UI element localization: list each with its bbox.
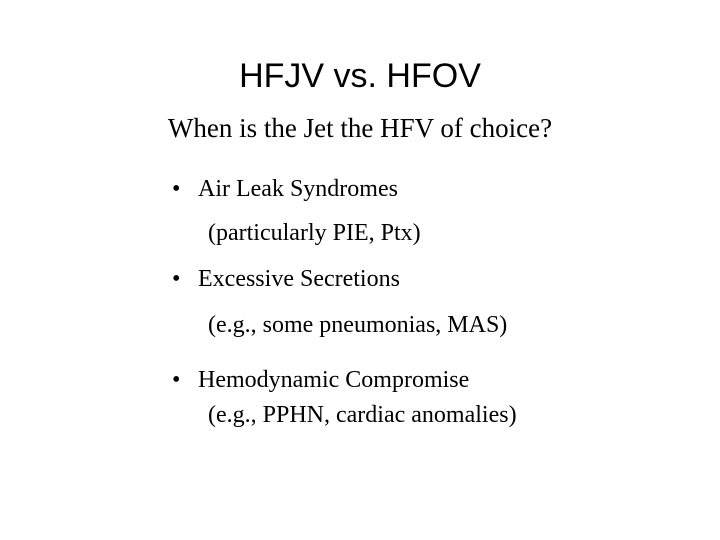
- bullet-label: Excessive Secretions: [198, 266, 400, 292]
- slide-subtitle: When is the Jet the HFV of choice?: [167, 113, 553, 143]
- bullet-item: [172, 175, 398, 203]
- bullet-icon: •: [172, 176, 181, 202]
- slide-title: HFJV vs. HFOV: [239, 57, 481, 95]
- bullet-label: Air Leak Syndromes: [198, 176, 398, 202]
- bullet-icon: •: [172, 367, 181, 393]
- bullet-detail: (e.g., some pneumonias, MAS): [208, 312, 508, 338]
- bullet-item: [172, 265, 400, 293]
- bullet-item: [172, 366, 469, 394]
- bullet-detail: (e.g., PPHN, cardiac anomalies): [208, 402, 517, 428]
- bullet-detail: (particularly PIE, Ptx): [208, 220, 421, 246]
- bullet-label: Hemodynamic Compromise: [198, 367, 470, 393]
- bullet-icon: •: [172, 266, 181, 292]
